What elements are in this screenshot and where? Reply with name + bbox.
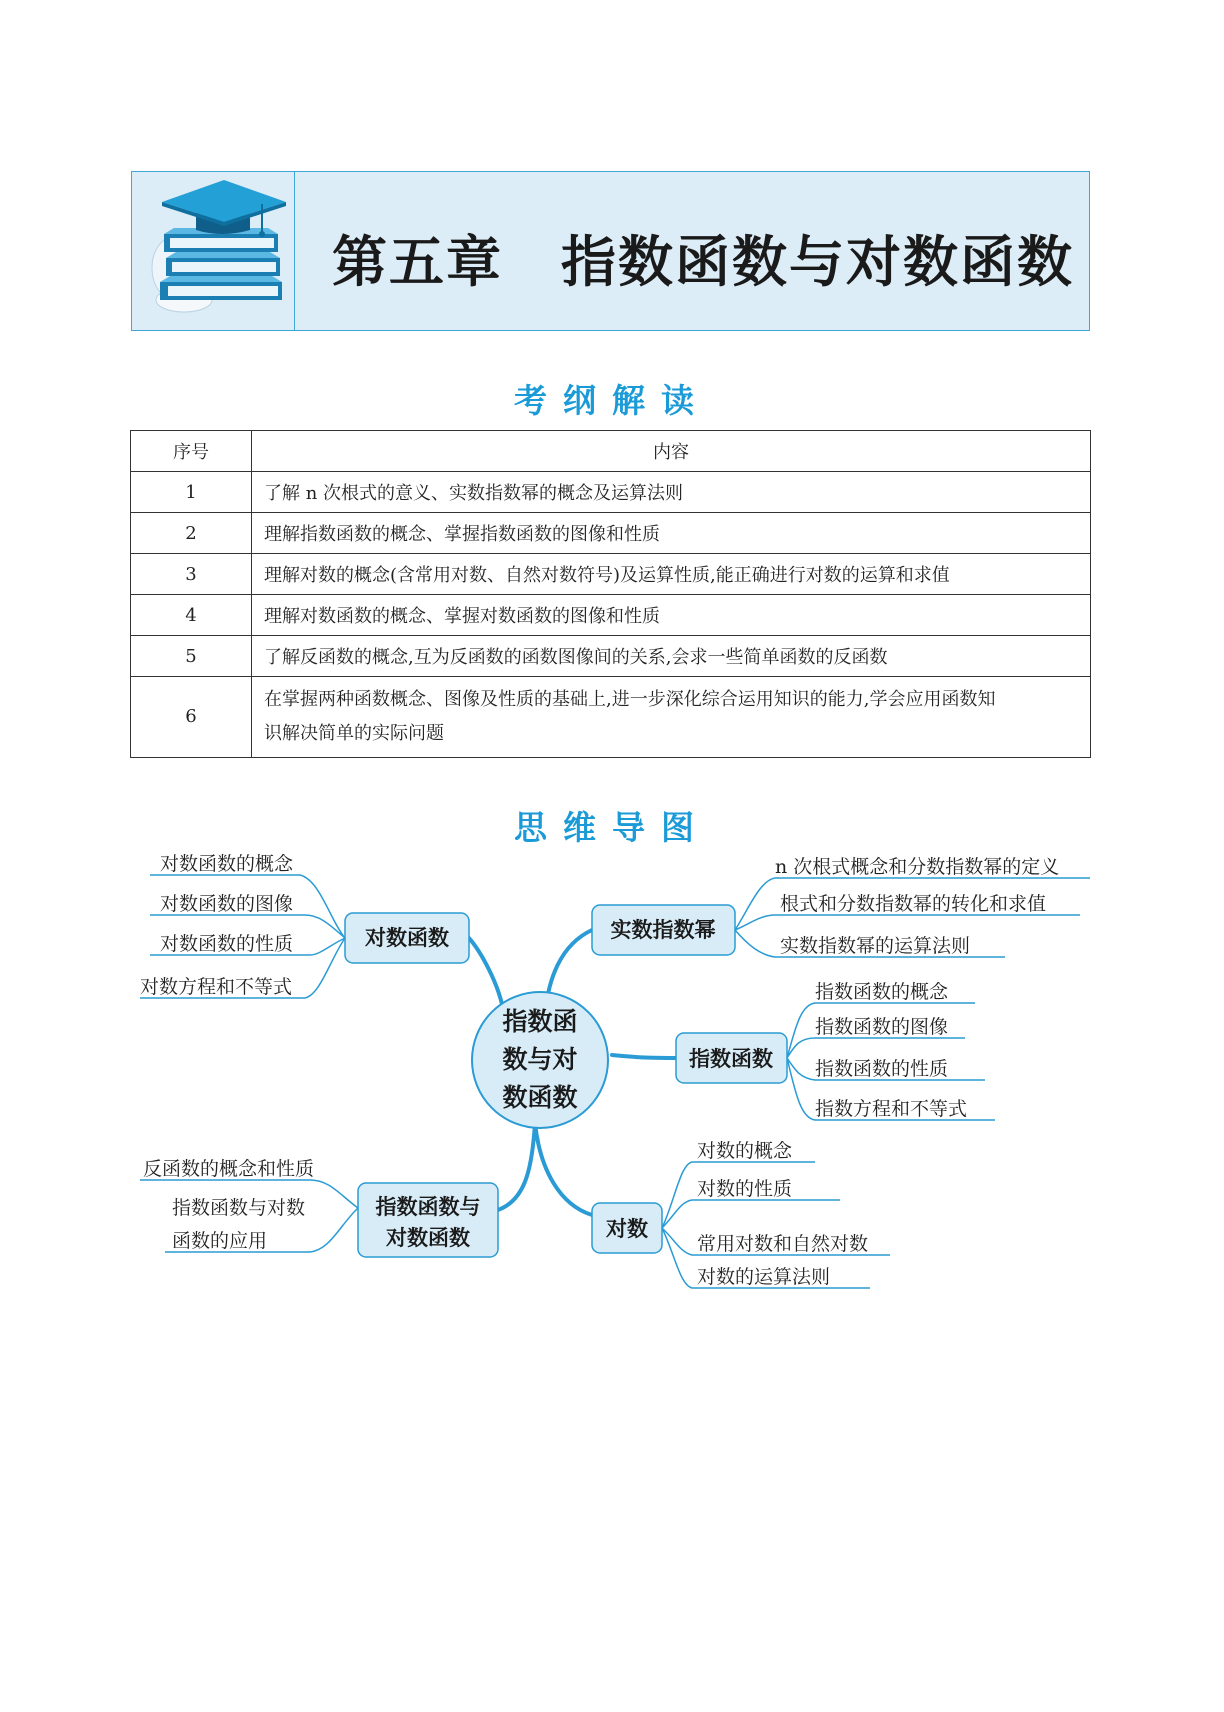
row-content: 理解指数函数的概念、掌握指数函数的图像和性质 — [252, 513, 1091, 554]
row-index: 1 — [131, 472, 252, 513]
leaf-text: 对数的概念 — [697, 1140, 793, 1162]
syllabus-table — [130, 430, 1091, 758]
leaf-line — [787, 1038, 965, 1058]
leaf-text: 对数函数的概念 — [160, 853, 294, 875]
table-row — [131, 554, 1091, 595]
leaf-text: n 次根式概念和分数指数幂的定义 — [775, 856, 1060, 878]
row-index: 5 — [131, 636, 252, 677]
leaf-text: 对数方程和不等式 — [140, 976, 293, 998]
row-content: 了解 n 次根式的意义、实数指数幂的概念及运算法则 — [252, 472, 1091, 513]
center-line: 指数函 — [502, 1007, 578, 1036]
leaf-text: 指数函数的概念 — [815, 981, 949, 1003]
chapter-name: 指数函数与对数函数 — [561, 229, 1075, 294]
table-header-row — [131, 431, 1091, 472]
leaf-text: 对数的性质 — [697, 1178, 793, 1200]
node-exp-function-label: 指数函数 — [689, 1047, 773, 1071]
leaf-text: 指数函数的性质 — [815, 1058, 949, 1080]
leaf-text: 指数方程和不等式 — [815, 1098, 968, 1120]
chapter-banner — [131, 171, 1090, 331]
row-content: 了解反函数的概念,互为反函数的函数图像间的关系,会求一些简单函数的反函数 — [252, 636, 1091, 677]
row-content — [252, 677, 1091, 758]
header-index: 序号 — [131, 431, 252, 472]
row-index: 6 — [131, 677, 252, 758]
row-index: 4 — [131, 595, 252, 636]
row-content-line: 在掌握两种函数概念、图像及性质的基础上,进一步深化综合运用知识的能力,学会应用函数知 — [264, 689, 996, 710]
leaf-text: 对数函数的性质 — [160, 933, 294, 955]
row-index: 2 — [131, 513, 252, 554]
header-content: 内容 — [252, 431, 1091, 472]
node-log-function-label: 对数函数 — [365, 926, 449, 950]
row-content: 理解对数函数的概念、掌握对数函数的图像和性质 — [252, 595, 1091, 636]
syllabus-heading: 考纲解读 — [514, 381, 710, 420]
branch-exp-function — [612, 1055, 676, 1058]
leaf-text: 函数的应用 — [172, 1230, 268, 1252]
branch-log-function — [468, 937, 504, 1015]
node-logarithm-label: 对数 — [606, 1217, 648, 1241]
table-row — [131, 677, 1091, 758]
table-row — [131, 636, 1091, 677]
node-real-power-label: 实数指数幂 — [610, 918, 716, 942]
branch-logarithm — [535, 1123, 592, 1215]
banner-icon-box — [132, 172, 295, 330]
node-inverse-label: 对数函数 — [386, 1226, 470, 1250]
leaf-line — [662, 1200, 840, 1228]
row-index: 3 — [131, 554, 252, 595]
node-inverse-label: 指数函数与 — [375, 1195, 481, 1219]
chapter-title — [332, 218, 1074, 297]
leaf-line — [735, 915, 1080, 930]
mindmap-heading: 思维导图 — [514, 808, 710, 847]
leaf-text: 反函数的概念和性质 — [143, 1158, 315, 1180]
branch-inverse — [498, 1123, 535, 1210]
mindmap-diagram — [0, 830, 1224, 1310]
leaf-text: 实数指数幂的运算法则 — [780, 935, 971, 957]
leaf-text: 根式和分数指数幂的转化和求值 — [780, 893, 1047, 915]
row-content-line: 识解决简单的实际问题 — [264, 723, 444, 744]
leaf-text: 对数的运算法则 — [697, 1266, 831, 1288]
center-line: 数函数 — [502, 1083, 578, 1112]
leaf-text: 指数函数的图像 — [815, 1016, 949, 1038]
leaf-text: 常用对数和自然对数 — [697, 1233, 869, 1255]
row-content: 理解对数的概念(含常用对数、自然对数符号)及运算性质,能正确进行对数的运算和求值 — [252, 554, 1091, 595]
chapter-number: 第五章 — [332, 229, 504, 294]
graduation-cap-books-icon — [132, 172, 292, 329]
table-row — [131, 595, 1091, 636]
leaf-text: 指数函数与对数 — [172, 1197, 306, 1219]
table-row — [131, 472, 1091, 513]
center-line: 数与对 — [502, 1045, 578, 1074]
leaf-text: 对数函数的图像 — [160, 893, 294, 915]
table-row — [131, 513, 1091, 554]
